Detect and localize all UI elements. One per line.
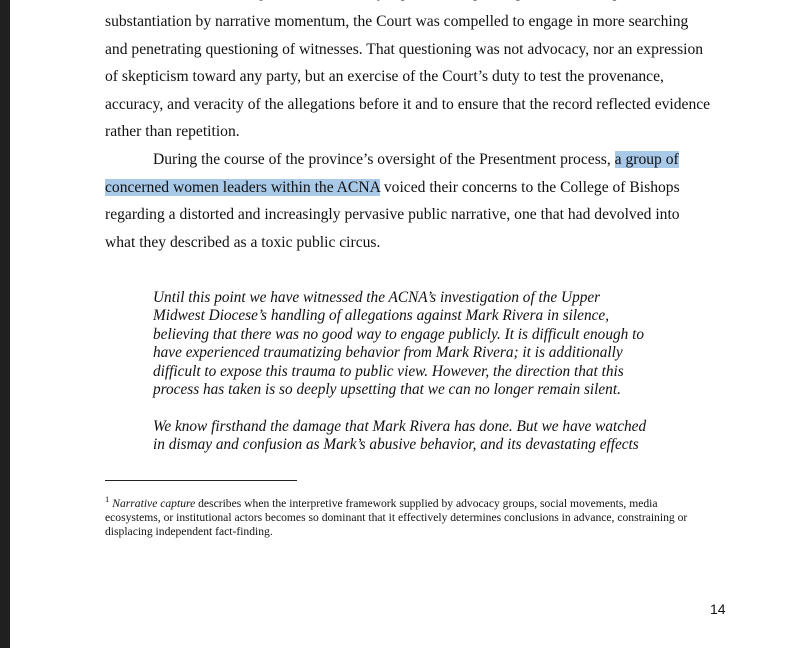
text-line: of skepticism toward any party, but an exercise of the Court’s duty to test the provenance, <box>105 68 664 85</box>
text-line: substantiation by narrative momentum, the Court was compelled to engage in more searching <box>105 13 689 30</box>
highlighted-text[interactable]: concerned women leaders within the ACNA <box>105 178 380 196</box>
page-number: 14 <box>710 601 726 617</box>
footnote-line <box>105 492 725 511</box>
block-quote-1 <box>153 289 713 399</box>
quote-line: process has taken is so deeply upsetting that we can no longer remain silent. <box>153 381 621 399</box>
footnote-line: ecosystems, or institutional actors becomes so dominant that it effectively determines conclusions in advance, constraining or <box>105 511 688 524</box>
footnote-line: displacing independent fact-finding. <box>105 525 273 538</box>
highlighted-text[interactable]: a group of <box>614 151 679 168</box>
paragraph-women-leaders <box>105 146 745 256</box>
footnote-separator <box>105 480 297 481</box>
text-line <box>105 146 745 174</box>
document-page[interactable] <box>10 0 802 648</box>
text-segment: describes when the interpretive framework supplied by advocacy groups, social movements, media <box>195 497 658 510</box>
text-line: what they described as a toxic public circus. <box>105 233 381 251</box>
text-line: and penetrating questioning of witnesses. That questioning was not advocacy, nor an expression <box>105 40 704 58</box>
text-line <box>105 174 745 202</box>
block-quote-2 <box>153 418 713 455</box>
text-line: regarding a distorted and increasingly pervasive public narrative, one that had devolved into <box>105 206 680 223</box>
footnote-marker: 1 <box>105 494 110 504</box>
text-segment: voiced their concerns to the College of Bishops <box>379 178 680 196</box>
quote-line: in dismay and confusion as Mark’s abusive behavior, and its devastating effects <box>153 436 639 454</box>
quote-line: Until this point we have witnessed the ACNA’s investigation of the Upper <box>153 289 601 306</box>
quote-line: believing that there was no good way to engage publicly. It is difficult enough to <box>153 325 644 343</box>
footnote-term: Narrative capture <box>112 497 196 510</box>
quote-line: have experienced traumatizing behavior from Mark Rivera; it is additionally <box>153 344 623 362</box>
text-line: rather than repetition. <box>105 123 240 140</box>
footnote-1 <box>105 492 725 539</box>
quote-line: Midwest Diocese’s handling of allegations against Mark Rivera in silence, <box>153 307 610 325</box>
quote-line: difficult to expose this trauma to public view. However, the direction that this <box>153 362 624 380</box>
clipped-top-line <box>105 0 670 2</box>
paragraph-court-questioning <box>105 8 745 146</box>
quote-line: We know firsthand the damage that Mark Rivera has done. But we have watched <box>153 418 647 435</box>
text-segment: During the course of the province’s oversight of the Presentment process, <box>153 151 615 168</box>
text-line: accuracy, and veracity of the allegations before it and to ensure that the record reflected evidence <box>105 95 711 113</box>
